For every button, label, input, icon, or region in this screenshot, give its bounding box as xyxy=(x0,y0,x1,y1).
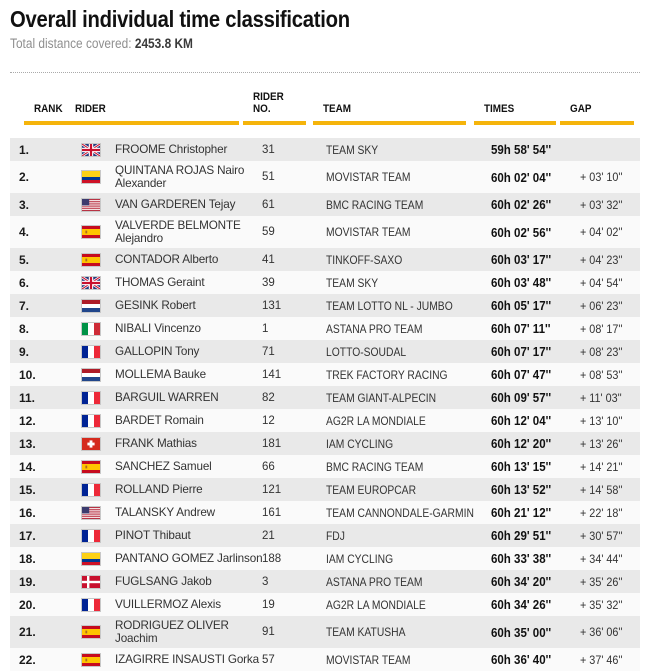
rider-cell xyxy=(55,595,243,614)
flag-ned-icon xyxy=(81,368,101,382)
gap-cell xyxy=(556,528,640,544)
gap-value: + 04' 02'' xyxy=(580,225,623,239)
time-value: 60h 02' 56'' xyxy=(491,224,552,240)
table-row xyxy=(10,294,640,317)
table-row xyxy=(10,478,640,501)
rider-cell xyxy=(55,273,243,292)
gap-value: + 35' 32'' xyxy=(580,597,623,612)
table-row xyxy=(10,138,640,161)
team-name: TEAM GIANT-ALPECIN xyxy=(326,390,437,405)
team-cell xyxy=(306,413,470,429)
team-name: BMC RACING TEAM xyxy=(326,197,424,212)
rider-cell xyxy=(55,365,243,384)
gap-value: + 04' 54'' xyxy=(580,275,623,290)
team-name: MOVISTAR TEAM xyxy=(326,652,411,667)
gap-cell xyxy=(556,197,640,213)
time-cell xyxy=(470,366,556,383)
gap-value: + 13' 10'' xyxy=(580,413,623,428)
time-cell xyxy=(470,527,556,544)
rider-no-cell: 121 xyxy=(262,483,282,496)
rider-cell xyxy=(55,296,243,315)
rider-name: VUILLERMOZ Alexis xyxy=(115,598,221,611)
team-cell xyxy=(306,298,470,314)
table-header xyxy=(10,73,640,125)
col-rider: RIDER xyxy=(75,103,106,115)
flag-esp-icon xyxy=(81,460,101,474)
rank-cell: 6. xyxy=(19,275,30,290)
table-row xyxy=(10,340,640,363)
team-cell xyxy=(306,142,470,158)
rank-cell: 18. xyxy=(19,551,36,566)
gap-cell xyxy=(556,367,640,383)
team-name: IAM CYCLING xyxy=(326,551,394,566)
rider-cell xyxy=(55,411,243,430)
team-cell xyxy=(306,624,470,640)
gap-value: + 36' 06'' xyxy=(580,625,623,639)
rider-cell xyxy=(55,216,243,248)
team-cell xyxy=(306,528,470,544)
time-value: 60h 02' 26'' xyxy=(491,197,552,212)
rider-name: TALANSKY Andrew xyxy=(115,506,215,519)
col-times: TIMES xyxy=(484,103,515,115)
team-name: TEAM LOTTO NL - JUMBO xyxy=(326,298,453,313)
time-value: 60h 09' 57'' xyxy=(491,390,552,405)
rider-name: IZAGIRRE INSAUSTI Gorka xyxy=(115,653,259,666)
team-cell xyxy=(306,197,470,213)
rider-name: VALVERDE BELMONTE Alejandro xyxy=(115,219,241,245)
flag-fra-icon xyxy=(81,529,101,543)
table-row xyxy=(10,432,640,455)
time-value: 60h 34' 26'' xyxy=(491,597,552,612)
rider-no-cell: 161 xyxy=(262,506,282,519)
flag-usa-icon xyxy=(81,198,101,212)
gap-cell xyxy=(556,436,640,452)
time-value: 60h 03' 48'' xyxy=(491,275,552,290)
rider-no-cell: 39 xyxy=(262,276,275,289)
team-name: BMC RACING TEAM xyxy=(326,459,424,474)
table-row xyxy=(10,501,640,524)
team-cell xyxy=(306,169,470,185)
rider-name: VAN GARDEREN Tejay xyxy=(115,198,236,211)
team-cell xyxy=(306,459,470,475)
table-row xyxy=(10,409,640,432)
team-name: ASTANA PRO TEAM xyxy=(326,321,423,336)
team-name: ASTANA PRO TEAM xyxy=(326,574,423,589)
time-cell xyxy=(470,412,556,429)
team-name: TREK FACTORY RACING xyxy=(326,367,448,382)
time-value: 60h 21' 12'' xyxy=(491,505,552,520)
gap-value: + 03' 10'' xyxy=(580,170,623,184)
rider-name: MOLLEMA Bauke xyxy=(115,368,206,381)
rank-cell: 2. xyxy=(19,170,30,184)
time-value: 60h 07' 11'' xyxy=(491,321,551,336)
time-cell xyxy=(470,320,556,337)
time-value: 60h 12' 20'' xyxy=(491,436,552,451)
rider-cell xyxy=(55,457,243,476)
table-body xyxy=(10,138,640,671)
time-value: 60h 29' 51'' xyxy=(491,528,552,543)
team-name: FDJ xyxy=(326,528,345,543)
flag-ned-icon xyxy=(81,299,101,313)
team-cell xyxy=(306,505,474,521)
rank-cell: 20. xyxy=(19,597,36,612)
rank-cell: 1. xyxy=(19,142,30,157)
time-value: 60h 05' 17'' xyxy=(491,298,552,313)
rider-no-cell: 141 xyxy=(262,368,282,381)
rank-cell: 5. xyxy=(19,252,30,267)
rank-cell: 9. xyxy=(19,344,30,359)
rider-cell xyxy=(55,342,243,361)
rank-cell: 4. xyxy=(19,225,30,239)
rider-cell xyxy=(55,549,263,568)
gap-value: + 08' 53'' xyxy=(580,367,623,382)
table-row xyxy=(10,271,640,294)
flag-gbr-icon xyxy=(81,143,101,157)
rank-cell: 3. xyxy=(19,197,30,212)
table-row xyxy=(10,161,640,193)
team-cell xyxy=(306,597,470,613)
rider-no-cell: 66 xyxy=(262,460,275,473)
gap-cell xyxy=(556,413,640,429)
rider-no-cell: 91 xyxy=(262,626,275,638)
flag-ita-icon xyxy=(81,322,101,336)
time-value: 59h 58' 54'' xyxy=(491,142,552,157)
rider-cell xyxy=(55,250,243,269)
col-team: TEAM xyxy=(323,103,352,115)
table-row xyxy=(10,455,640,478)
gap-cell xyxy=(556,224,640,240)
time-value: 60h 33' 38'' xyxy=(491,551,552,566)
gap-value: + 35' 26'' xyxy=(580,574,623,589)
time-cell xyxy=(470,624,556,641)
flag-fra-icon xyxy=(81,391,101,405)
gap-cell xyxy=(556,344,640,360)
time-value: 60h 35' 00'' xyxy=(491,624,552,640)
team-cell xyxy=(306,275,470,291)
gap-cell xyxy=(556,390,640,406)
col-rank: RANK xyxy=(34,103,63,115)
flag-esp-icon xyxy=(81,625,101,639)
table-row xyxy=(10,317,640,340)
flag-fra-icon xyxy=(81,345,101,359)
team-cell xyxy=(306,574,470,590)
rider-name: RODRIGUEZ OLIVER Joachim xyxy=(115,619,229,645)
rider-name: PANTANO GOMEZ Jarlinson xyxy=(115,552,263,565)
page-subtitle xyxy=(10,36,640,52)
gap-value: + 34' 44'' xyxy=(580,551,623,566)
flag-gbr-icon xyxy=(81,276,101,290)
flag-sui-icon xyxy=(81,437,101,451)
standings-table xyxy=(10,73,640,671)
team-cell xyxy=(306,436,470,452)
table-row xyxy=(10,570,640,593)
flag-fra-icon xyxy=(81,598,101,612)
rider-cell xyxy=(55,161,243,193)
team-name: IAM CYCLING xyxy=(326,436,394,451)
team-cell xyxy=(306,652,470,668)
rider-name: FROOME Christopher xyxy=(115,143,228,156)
time-cell xyxy=(470,481,556,498)
flag-esp-icon xyxy=(81,653,101,667)
flag-esp-icon xyxy=(81,253,101,267)
subtitle-value: 2453.8 KM xyxy=(134,36,193,51)
team-cell xyxy=(306,224,470,240)
rank-cell: 8. xyxy=(19,321,30,336)
team-name: TEAM SKY xyxy=(326,142,379,157)
team-name: TEAM SKY xyxy=(326,275,379,290)
rider-name: FRANK Mathias xyxy=(115,437,197,450)
table-row xyxy=(10,593,640,616)
rank-cell: 10. xyxy=(19,367,36,382)
flag-fra-icon xyxy=(81,483,101,497)
team-name: TEAM CANNONDALE-GARMIN xyxy=(326,505,474,520)
gap-cell xyxy=(556,597,640,613)
gap-value: + 13' 26'' xyxy=(580,436,623,451)
table-row xyxy=(10,386,640,409)
rider-no-cell: 181 xyxy=(262,437,282,450)
rider-name: SANCHEZ Samuel xyxy=(115,460,212,473)
gap-cell xyxy=(556,482,640,498)
rider-name: CONTADOR Alberto xyxy=(115,253,219,266)
rider-no-cell: 57 xyxy=(262,653,275,666)
rider-no-cell: 21 xyxy=(262,529,275,542)
team-cell xyxy=(306,367,470,383)
flag-fra-icon xyxy=(81,414,101,428)
rank-cell: 22. xyxy=(19,652,36,667)
team-name: MOVISTAR TEAM xyxy=(326,225,411,239)
time-cell xyxy=(470,224,556,241)
time-cell xyxy=(470,343,556,360)
col-gap: GAP xyxy=(570,103,592,115)
gap-cell xyxy=(556,505,640,521)
rank-cell: 11. xyxy=(19,390,36,405)
team-cell xyxy=(306,344,470,360)
rider-cell xyxy=(55,480,243,499)
team-name: AG2R LA MONDIALE xyxy=(326,413,426,428)
rank-cell: 21. xyxy=(19,625,36,639)
rider-name: THOMAS Geraint xyxy=(115,276,205,289)
gap-value: + 22' 18'' xyxy=(580,505,623,520)
flag-den-icon xyxy=(81,575,101,589)
gap-value: + 06' 23'' xyxy=(580,298,623,313)
time-cell xyxy=(470,274,556,291)
gap-cell xyxy=(556,624,640,640)
gap-cell xyxy=(556,298,640,314)
table-row xyxy=(10,248,640,271)
table-row xyxy=(10,363,640,386)
time-value: 60h 13' 52'' xyxy=(491,482,552,497)
rider-cell xyxy=(55,388,243,407)
time-cell xyxy=(470,458,556,475)
rider-no-cell: 188 xyxy=(262,552,282,565)
team-cell xyxy=(306,551,470,567)
rider-cell xyxy=(55,650,259,669)
rider-no-cell: 71 xyxy=(262,345,275,358)
rider-cell xyxy=(55,140,243,159)
gap-value: + 03' 32'' xyxy=(580,197,623,212)
time-cell xyxy=(470,196,556,213)
gap-cell xyxy=(556,459,640,475)
table-row xyxy=(10,648,640,671)
gap-value: + 08' 23'' xyxy=(580,344,623,359)
team-cell xyxy=(306,390,470,406)
team-cell xyxy=(306,252,470,268)
team-name: TEAM KATUSHA xyxy=(326,625,406,639)
rider-no-cell: 3 xyxy=(262,575,269,588)
time-value: 60h 07' 47'' xyxy=(491,367,552,382)
team-cell xyxy=(306,321,470,337)
gap-cell xyxy=(556,574,640,590)
time-value: 60h 13' 15'' xyxy=(491,459,552,474)
rider-cell xyxy=(55,195,243,214)
time-value: 60h 34' 20'' xyxy=(491,574,552,589)
rank-cell: 13. xyxy=(19,436,36,451)
rider-no-cell: 31 xyxy=(262,143,275,156)
gap-value: + 14' 58'' xyxy=(580,482,623,497)
time-value: 60h 36' 40'' xyxy=(491,652,552,667)
time-cell xyxy=(470,169,556,186)
flag-esp-icon xyxy=(81,225,101,239)
rider-no-cell: 1 xyxy=(262,322,269,335)
team-cell xyxy=(306,482,470,498)
rank-cell: 19. xyxy=(19,574,36,589)
team-name: MOVISTAR TEAM xyxy=(326,170,411,184)
rider-name: BARDET Romain xyxy=(115,414,204,427)
rider-no-cell: 82 xyxy=(262,391,275,404)
time-cell xyxy=(470,389,556,406)
rider-name: QUINTANA ROJAS Nairo Alexander xyxy=(115,164,245,190)
time-cell xyxy=(470,435,556,452)
time-value: 60h 02' 04'' xyxy=(491,169,552,185)
gap-cell xyxy=(556,169,640,185)
rank-cell: 17. xyxy=(19,528,36,543)
time-value: 60h 03' 17'' xyxy=(491,252,552,267)
gap-cell xyxy=(556,551,640,567)
page-title: Overall individual time classification xyxy=(10,6,350,32)
gap-value: + 08' 17'' xyxy=(580,321,623,336)
rider-cell xyxy=(55,319,243,338)
rider-cell xyxy=(55,434,243,453)
gap-value: + 04' 23'' xyxy=(580,252,623,267)
gap-value: + 14' 21'' xyxy=(580,459,623,474)
gap-cell xyxy=(556,652,640,668)
table-row xyxy=(10,216,640,248)
gap-value: + 30' 57'' xyxy=(580,528,623,543)
rider-no-cell: 19 xyxy=(262,598,275,611)
rider-no-cell: 51 xyxy=(262,171,275,183)
table-row xyxy=(10,524,640,547)
col-rider-no: RIDER NO. xyxy=(253,91,284,115)
table-row xyxy=(10,193,640,216)
time-cell xyxy=(470,504,556,521)
rider-name: FUGLSANG Jakob xyxy=(115,575,212,588)
rank-cell: 15. xyxy=(19,482,36,497)
rank-cell: 16. xyxy=(19,505,36,520)
rider-cell xyxy=(55,572,243,591)
gap-value: + 11' 03'' xyxy=(580,390,622,405)
rider-cell xyxy=(55,526,243,545)
rider-no-cell: 41 xyxy=(262,253,275,266)
team-name: AG2R LA MONDIALE xyxy=(326,597,426,612)
gap-cell xyxy=(556,142,640,158)
time-cell xyxy=(470,141,556,158)
rider-no-cell: 12 xyxy=(262,414,275,427)
rider-cell xyxy=(55,616,243,648)
team-name: LOTTO-SOUDAL xyxy=(326,344,407,359)
gap-cell xyxy=(556,321,640,337)
rider-cell xyxy=(55,503,243,522)
rider-no-cell: 61 xyxy=(262,198,275,211)
time-cell xyxy=(470,297,556,314)
team-name: TEAM EUROPCAR xyxy=(326,482,417,497)
time-cell xyxy=(470,573,556,590)
time-cell xyxy=(470,596,556,613)
flag-col-icon xyxy=(81,552,101,566)
gap-cell xyxy=(556,275,640,291)
team-name: TINKOFF-SAXO xyxy=(326,252,403,267)
rider-no-cell: 131 xyxy=(262,299,282,312)
rank-cell: 7. xyxy=(19,298,30,313)
time-cell xyxy=(470,251,556,268)
gap-cell xyxy=(556,252,640,268)
table-row xyxy=(10,616,640,648)
time-value: 60h 12' 04'' xyxy=(491,413,552,428)
flag-usa-icon xyxy=(81,506,101,520)
subtitle-label: Total distance covered: xyxy=(10,36,132,51)
rider-name: GALLOPIN Tony xyxy=(115,345,200,358)
rider-name: NIBALI Vincenzo xyxy=(115,322,201,335)
rider-name: BARGUIL WARREN xyxy=(115,391,219,404)
gap-value: + 37' 46'' xyxy=(580,652,623,667)
time-cell xyxy=(470,651,556,668)
time-value: 60h 07' 17'' xyxy=(491,344,552,359)
rider-no-cell: 59 xyxy=(262,226,275,238)
rank-cell: 14. xyxy=(19,459,36,474)
rank-cell: 12. xyxy=(19,413,36,428)
flag-col-icon xyxy=(81,170,101,184)
table-row xyxy=(10,547,640,570)
rider-name: PINOT Thibaut xyxy=(115,529,191,542)
time-cell xyxy=(470,550,556,567)
rider-name: ROLLAND Pierre xyxy=(115,483,203,496)
rider-name: GESINK Robert xyxy=(115,299,196,312)
